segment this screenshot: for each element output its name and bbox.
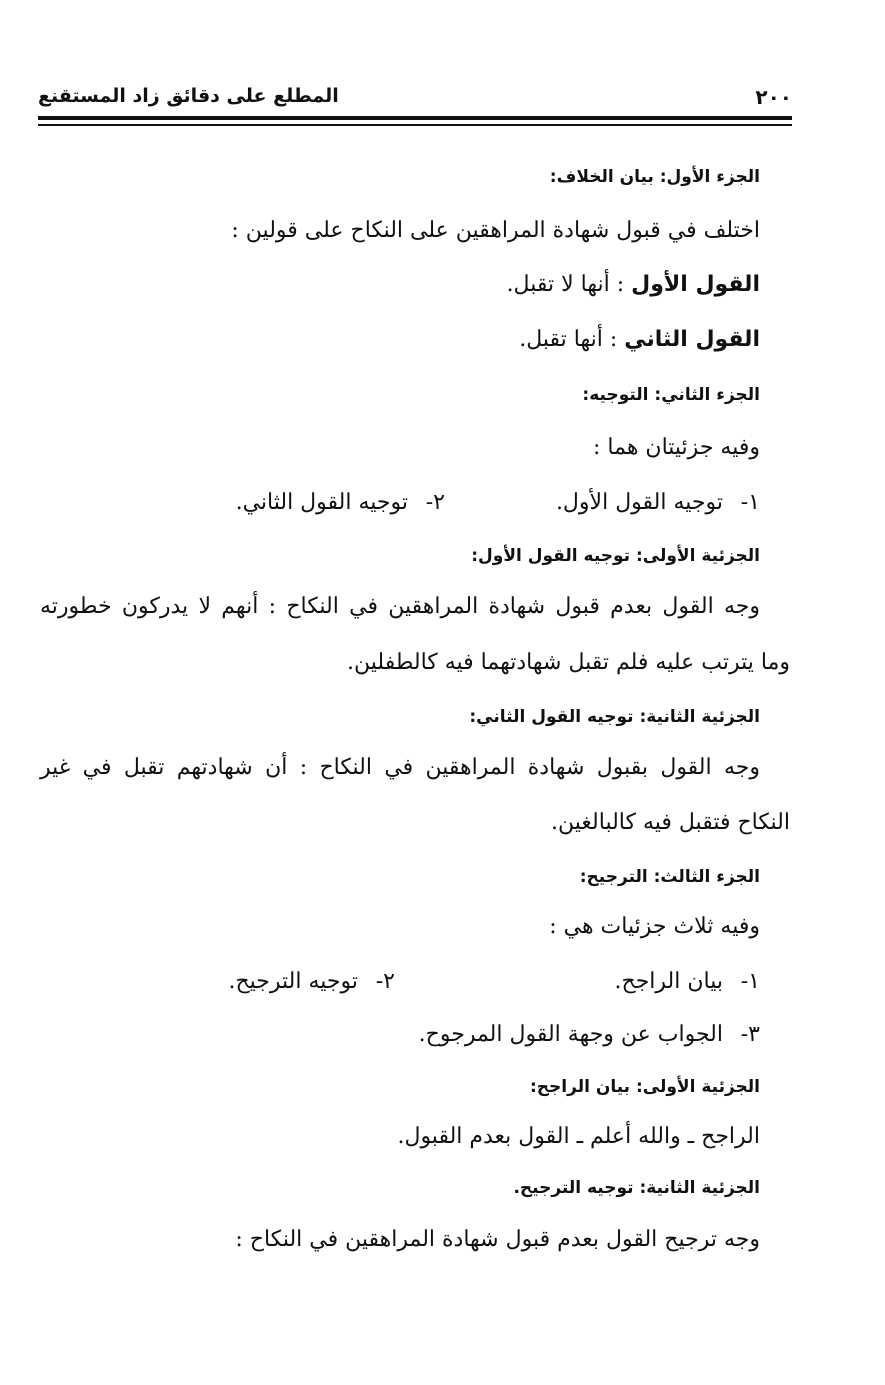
- list-item: [419, 1020, 760, 1050]
- paragraph-line: وما يترتب عليه فلم تقبل شهادتهما فيه كالطفلين.: [347, 650, 790, 675]
- list-text: توجيه القول الأول.: [555, 490, 723, 515]
- page-number: ٢٠٠: [755, 85, 792, 109]
- paragraph-line: وجه القول بقبول شهادة المراهقين في النكاح : أن شهادتهم تقبل في غير: [40, 755, 760, 780]
- opinion-1: [507, 270, 760, 300]
- subsection-heading: الجزئية الثانية: توجيه الترجيح.: [513, 1178, 760, 1198]
- paragraph: اختلف في قبول شهادة المراهقين على النكاح على قولين :: [231, 218, 760, 243]
- opinion-1-text: : أنها لا تقبل.: [506, 272, 625, 297]
- running-header-title: المطلع على دقائق زاد المستقنع: [38, 85, 339, 107]
- list-item: [228, 967, 395, 997]
- section-heading-1: الجزء الأول: بيان الخلاف:: [549, 167, 760, 187]
- list-item: [556, 488, 760, 518]
- list-number: ٣-: [740, 1022, 760, 1047]
- paragraph: وجه ترجيح القول بعدم قبول شهادة المراهقين في النكاح :: [235, 1227, 760, 1252]
- list-text: توجيه الترجيح.: [228, 969, 358, 994]
- list-number: ١-: [740, 969, 760, 994]
- subsection-heading: الجزئية الأولى: توجيه القول الأول:: [471, 546, 760, 566]
- section-heading-2: الجزء الثاني: التوجيه:: [582, 385, 760, 405]
- paragraph: الراجح ـ والله أعلم ـ القول بعدم القبول.: [397, 1124, 760, 1149]
- opinion-2-label: القول الثاني: [624, 327, 760, 352]
- list-number: ١-: [740, 490, 760, 515]
- header-rule-thin: [38, 124, 792, 126]
- paragraph: وفيه ثلاث جزئيات هي :: [549, 914, 760, 939]
- paragraph-line: وجه القول بعدم قبول شهادة المراهقين في النكاح : أنهم لا يدركون خطورته: [40, 594, 760, 619]
- section-heading-3: الجزء الثالث: الترجيح:: [579, 867, 760, 887]
- opinion-1-label: القول الأول: [631, 272, 760, 297]
- opinion-2-text: : أنها تقبل.: [519, 327, 618, 352]
- paragraph-line: النكاح فتقبل فيه كالبالغين.: [551, 810, 790, 835]
- subsection-heading: الجزئية الثانية: توجيه القول الثاني:: [469, 707, 760, 727]
- list-text: بيان الراجح.: [614, 969, 723, 994]
- header-rule-thick: [38, 116, 792, 120]
- list-item: [236, 488, 445, 518]
- subsection-heading: الجزئية الأولى: بيان الراجح:: [530, 1077, 760, 1097]
- list-text: توجيه القول الثاني.: [235, 490, 408, 515]
- list-number: ٢-: [425, 490, 445, 515]
- opinion-2: [519, 325, 760, 355]
- paragraph: وفيه جزئيتان هما :: [593, 435, 760, 460]
- list-text: الجواب عن وجهة القول المرجوح.: [418, 1022, 723, 1047]
- list-item: [615, 967, 760, 997]
- list-number: ٢-: [375, 969, 395, 994]
